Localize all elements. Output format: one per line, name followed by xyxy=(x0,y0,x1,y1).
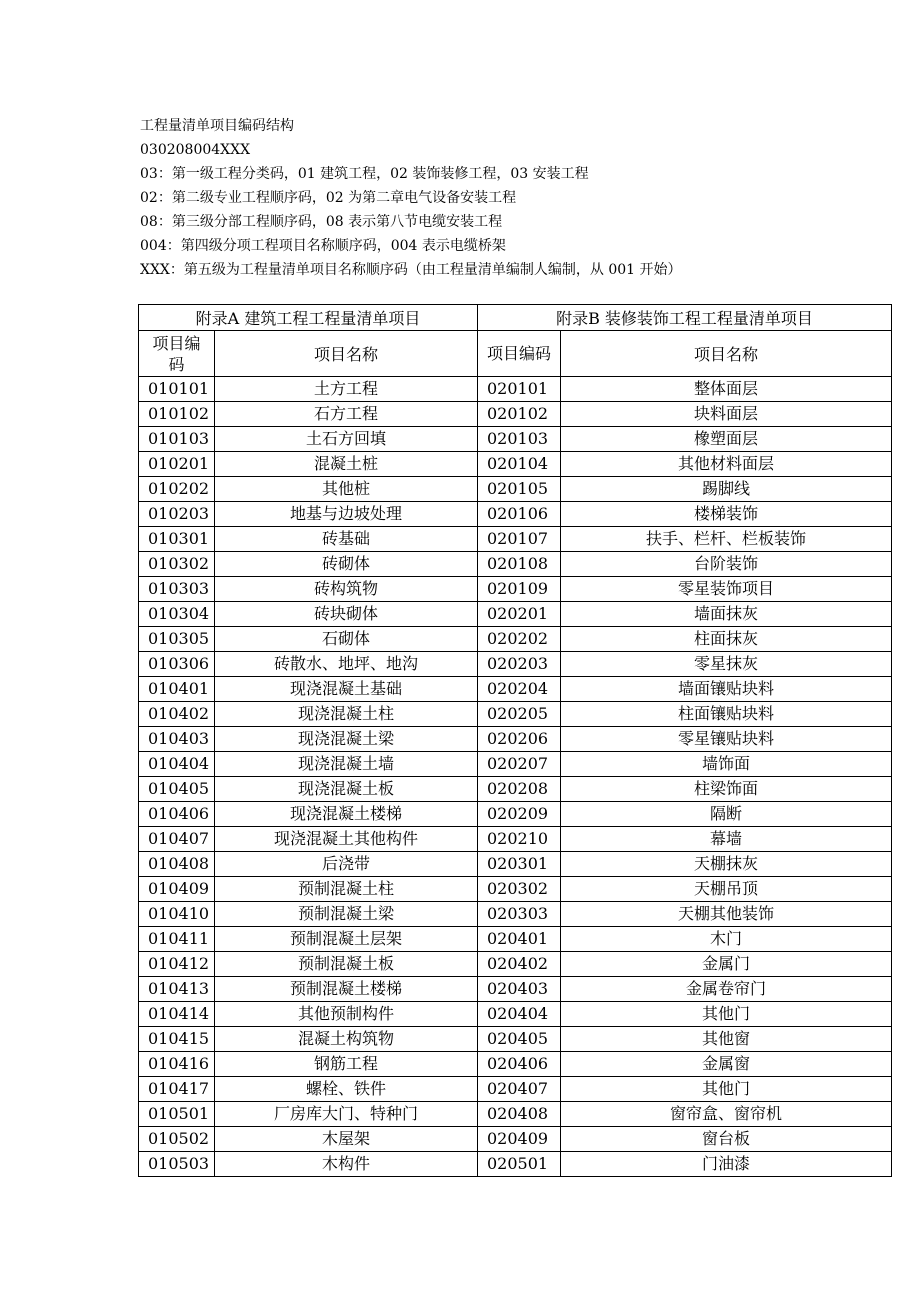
item-code-b: 020107 xyxy=(478,527,561,552)
item-name-b: 门油漆 xyxy=(561,1152,892,1177)
table-row xyxy=(139,727,892,752)
item-code-a: 010406 xyxy=(139,802,215,827)
table-row xyxy=(139,552,892,577)
example-code: 030208004XXX xyxy=(140,142,251,158)
column-header-row xyxy=(139,331,892,377)
table-row xyxy=(139,427,892,452)
item-code-b: 020204 xyxy=(478,677,561,702)
item-name-a: 砖块砌体 xyxy=(215,602,478,627)
item-name-a: 混凝土构筑物 xyxy=(215,1027,478,1052)
table-row xyxy=(139,477,892,502)
item-name-b: 窗台板 xyxy=(561,1127,892,1152)
item-code-a: 010302 xyxy=(139,552,215,577)
intro-section xyxy=(140,114,880,282)
item-code-b: 020101 xyxy=(478,377,561,402)
table-body xyxy=(139,305,892,1177)
item-name-a: 其他预制构件 xyxy=(215,1002,478,1027)
item-code-a: 010409 xyxy=(139,877,215,902)
item-name-b: 其他材料面层 xyxy=(561,452,892,477)
intro-title: 工程量清单项目编码结构 xyxy=(140,118,294,134)
table-row xyxy=(139,1002,892,1027)
item-name-b: 柱面镶贴块料 xyxy=(561,702,892,727)
table-row xyxy=(139,777,892,802)
item-code-a: 010501 xyxy=(139,1102,215,1127)
item-name-a: 地基与边坡处理 xyxy=(215,502,478,527)
item-name-a: 砖构筑物 xyxy=(215,577,478,602)
item-name-a: 砖砌体 xyxy=(215,552,478,577)
item-code-a: 010305 xyxy=(139,627,215,652)
item-name-b: 窗帘盒、窗帘机 xyxy=(561,1102,892,1127)
item-name-b: 其他窗 xyxy=(561,1027,892,1052)
item-code-a: 010401 xyxy=(139,677,215,702)
item-code-b: 020106 xyxy=(478,502,561,527)
item-code-b: 020303 xyxy=(478,902,561,927)
item-name-a: 预制混凝土层架 xyxy=(215,927,478,952)
item-name-b: 隔断 xyxy=(561,802,892,827)
table-row xyxy=(139,877,892,902)
item-name-b: 天棚吊顶 xyxy=(561,877,892,902)
item-name-a: 后浇带 xyxy=(215,852,478,877)
table-row xyxy=(139,452,892,477)
item-code-a: 010414 xyxy=(139,1002,215,1027)
item-code-a: 010407 xyxy=(139,827,215,852)
item-code-a: 010102 xyxy=(139,402,215,427)
item-code-a: 010405 xyxy=(139,777,215,802)
item-name-b: 幕墙 xyxy=(561,827,892,852)
item-name-a: 石方工程 xyxy=(215,402,478,427)
item-name-a: 混凝土桩 xyxy=(215,452,478,477)
item-name-b: 墙面抹灰 xyxy=(561,602,892,627)
item-name-b: 柱梁饰面 xyxy=(561,777,892,802)
table-row xyxy=(139,977,892,1002)
table-row xyxy=(139,927,892,952)
item-code-a: 010304 xyxy=(139,602,215,627)
level-4-description: 004：第四级分项工程项目名称顺序码，004 表示电缆桥架 xyxy=(140,238,506,254)
item-name-a: 预制混凝土板 xyxy=(215,952,478,977)
item-code-a: 010306 xyxy=(139,652,215,677)
item-name-b: 楼梯装饰 xyxy=(561,502,892,527)
column-header-name-a: 项目名称 xyxy=(215,331,478,377)
item-name-b: 踢脚线 xyxy=(561,477,892,502)
item-code-a: 010502 xyxy=(139,1127,215,1152)
item-code-b: 020301 xyxy=(478,852,561,877)
item-code-b: 020302 xyxy=(478,877,561,902)
item-code-b: 020103 xyxy=(478,427,561,452)
item-name-a: 土石方回填 xyxy=(215,427,478,452)
item-code-b: 020210 xyxy=(478,827,561,852)
item-name-a: 现浇混凝土柱 xyxy=(215,702,478,727)
item-name-a: 现浇混凝土板 xyxy=(215,777,478,802)
item-name-a: 螺栓、铁件 xyxy=(215,1077,478,1102)
column-header-code-b: 项目编码 xyxy=(478,331,561,377)
item-code-a: 010101 xyxy=(139,377,215,402)
item-name-a: 土方工程 xyxy=(215,377,478,402)
table-row xyxy=(139,827,892,852)
item-code-a: 010416 xyxy=(139,1052,215,1077)
item-code-b: 020209 xyxy=(478,802,561,827)
item-name-b: 其他门 xyxy=(561,1002,892,1027)
item-code-a: 010303 xyxy=(139,577,215,602)
item-code-a: 010403 xyxy=(139,727,215,752)
item-name-a: 预制混凝土柱 xyxy=(215,877,478,902)
item-code-a: 010103 xyxy=(139,427,215,452)
table-row xyxy=(139,952,892,977)
item-name-b: 其他门 xyxy=(561,1077,892,1102)
item-name-b: 橡塑面层 xyxy=(561,427,892,452)
item-name-b: 扶手、栏杆、栏板装饰 xyxy=(561,527,892,552)
item-name-a: 石砌体 xyxy=(215,627,478,652)
item-code-a: 010415 xyxy=(139,1027,215,1052)
item-name-b: 零星抹灰 xyxy=(561,652,892,677)
item-name-b: 天棚抹灰 xyxy=(561,852,892,877)
table-row xyxy=(139,627,892,652)
item-name-a: 现浇混凝土基础 xyxy=(215,677,478,702)
item-name-b: 木门 xyxy=(561,927,892,952)
item-code-b: 020205 xyxy=(478,702,561,727)
item-name-a: 预制混凝土梁 xyxy=(215,902,478,927)
item-code-a: 010202 xyxy=(139,477,215,502)
item-code-a: 010408 xyxy=(139,852,215,877)
appendix-a-title: 附录A 建筑工程工程量清单项目 xyxy=(139,305,478,331)
level-1-description: 03：第一级工程分类码，01 建筑工程，02 装饰装修工程，03 安装工程 xyxy=(140,166,589,182)
table-row xyxy=(139,677,892,702)
item-code-b: 020104 xyxy=(478,452,561,477)
item-name-a: 预制混凝土楼梯 xyxy=(215,977,478,1002)
item-code-b: 020105 xyxy=(478,477,561,502)
item-name-b: 台阶装饰 xyxy=(561,552,892,577)
item-code-a: 010412 xyxy=(139,952,215,977)
item-name-a: 现浇混凝土墙 xyxy=(215,752,478,777)
item-code-b: 020501 xyxy=(478,1152,561,1177)
item-name-b: 零星装饰项目 xyxy=(561,577,892,602)
item-code-a: 010413 xyxy=(139,977,215,1002)
item-code-b: 020207 xyxy=(478,752,561,777)
item-name-b: 墙饰面 xyxy=(561,752,892,777)
level-2-description: 02：第二级专业工程顺序码，02 为第二章电气设备安装工程 xyxy=(140,190,517,206)
column-header-code-a: 项目编码 xyxy=(139,331,215,377)
level-5-description: XXX：第五级为工程量清单项目名称顺序码（由工程量清单编制人编制，从 001 开始） xyxy=(140,262,682,278)
item-name-a: 木屋架 xyxy=(215,1127,478,1152)
item-code-a: 010410 xyxy=(139,902,215,927)
table-row xyxy=(139,577,892,602)
appendix-title-row xyxy=(139,305,892,331)
appendix-b-title: 附录B 装修装饰工程工程量清单项目 xyxy=(478,305,892,331)
table-row xyxy=(139,1127,892,1152)
item-name-b: 金属卷帘门 xyxy=(561,977,892,1002)
table-row xyxy=(139,702,892,727)
item-name-b: 零星镶贴块料 xyxy=(561,727,892,752)
item-name-a: 砖基础 xyxy=(215,527,478,552)
item-code-b: 020401 xyxy=(478,927,561,952)
item-name-a: 现浇混凝土梁 xyxy=(215,727,478,752)
table-row xyxy=(139,502,892,527)
item-name-b: 块料面层 xyxy=(561,402,892,427)
item-code-b: 020405 xyxy=(478,1027,561,1052)
item-code-a: 010203 xyxy=(139,502,215,527)
item-code-b: 020102 xyxy=(478,402,561,427)
column-header-name-b: 项目名称 xyxy=(561,331,892,377)
item-name-a: 现浇混凝土楼梯 xyxy=(215,802,478,827)
item-code-b: 020402 xyxy=(478,952,561,977)
item-name-a: 砖散水、地坪、地沟 xyxy=(215,652,478,677)
table-row xyxy=(139,1152,892,1177)
item-code-a: 010301 xyxy=(139,527,215,552)
item-name-a: 其他桩 xyxy=(215,477,478,502)
item-code-a: 010417 xyxy=(139,1077,215,1102)
table-row xyxy=(139,602,892,627)
item-code-b: 020108 xyxy=(478,552,561,577)
item-code-b: 020409 xyxy=(478,1127,561,1152)
table-row xyxy=(139,402,892,427)
table-row xyxy=(139,802,892,827)
item-name-a: 现浇混凝土其他构件 xyxy=(215,827,478,852)
table-row xyxy=(139,1077,892,1102)
table-row xyxy=(139,1027,892,1052)
item-code-b: 020208 xyxy=(478,777,561,802)
item-code-b: 020407 xyxy=(478,1077,561,1102)
item-code-b: 020203 xyxy=(478,652,561,677)
table-row xyxy=(139,652,892,677)
item-code-b: 020206 xyxy=(478,727,561,752)
item-code-b: 020404 xyxy=(478,1002,561,1027)
item-name-a: 厂房库大门、特种门 xyxy=(215,1102,478,1127)
item-code-b: 020403 xyxy=(478,977,561,1002)
table-row xyxy=(139,1102,892,1127)
item-code-b: 020109 xyxy=(478,577,561,602)
item-code-a: 010411 xyxy=(139,927,215,952)
table-row xyxy=(139,902,892,927)
item-code-b: 020201 xyxy=(478,602,561,627)
item-code-a: 010201 xyxy=(139,452,215,477)
item-name-a: 木构件 xyxy=(215,1152,478,1177)
item-name-b: 整体面层 xyxy=(561,377,892,402)
item-code-b: 020406 xyxy=(478,1052,561,1077)
item-name-b: 金属窗 xyxy=(561,1052,892,1077)
item-code-a: 010404 xyxy=(139,752,215,777)
table-row xyxy=(139,1052,892,1077)
level-3-description: 08：第三级分部工程顺序码，08 表示第八节电缆安装工程 xyxy=(140,214,503,230)
table-row xyxy=(139,377,892,402)
item-code-a: 010402 xyxy=(139,702,215,727)
item-code-a: 010503 xyxy=(139,1152,215,1177)
item-name-a: 钢筋工程 xyxy=(215,1052,478,1077)
table-row xyxy=(139,752,892,777)
bill-of-quantities-table xyxy=(138,304,892,1177)
item-name-b: 金属门 xyxy=(561,952,892,977)
item-name-b: 天棚其他装饰 xyxy=(561,902,892,927)
table-row xyxy=(139,527,892,552)
table-row xyxy=(139,852,892,877)
item-code-b: 020202 xyxy=(478,627,561,652)
item-name-b: 柱面抹灰 xyxy=(561,627,892,652)
item-code-b: 020408 xyxy=(478,1102,561,1127)
item-name-b: 墙面镶贴块料 xyxy=(561,677,892,702)
